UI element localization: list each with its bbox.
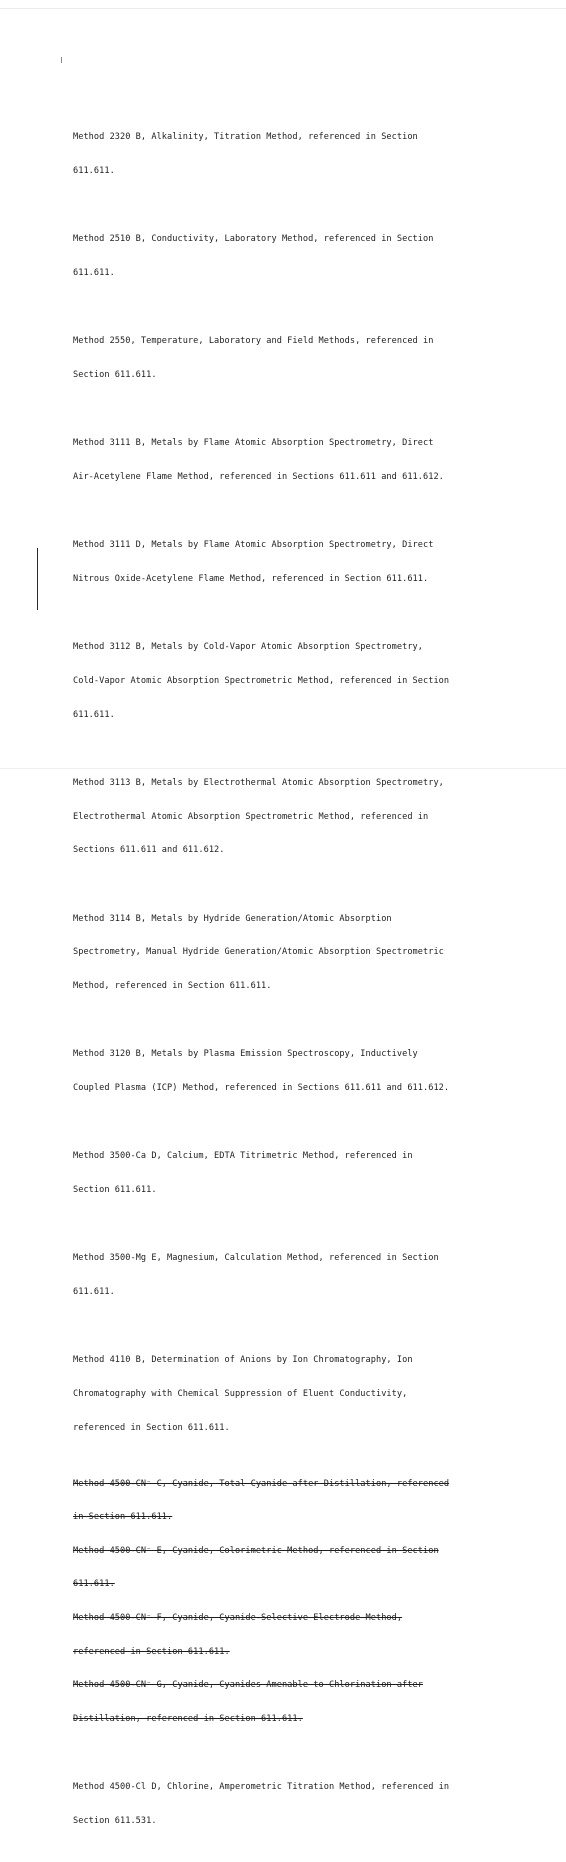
- scan-mark: [61, 57, 62, 63]
- paragraph-method-3500-mg-e: [73, 1231, 513, 1321]
- paragraph-line: Method 3111 D, Metals by Flame Atomic Absorption Spectrometry, Direct: [73, 540, 434, 551]
- struck-line: Method 4500-CN⁻ E, Cyanide, Colorimetric Method, referenced in Section: [73, 1545, 439, 1556]
- paragraph-line: Electrothermal Atomic Absorption Spectrometric Method, referenced in: [73, 811, 429, 822]
- struck-line: Method 4500-CN⁻ G, Cyanide, Cyanides Amenable to Chlorination after: [73, 1680, 423, 1691]
- paragraph-line: Method 2320 B, Alkalinity, Titration Method, referenced in Section: [73, 132, 418, 143]
- paragraph-line: Method 3112 B, Metals by Cold-Vapor Atomic Absorption Spectrometry,: [73, 642, 423, 653]
- paragraph-method-3120-b: [73, 1027, 513, 1117]
- paragraph-line: Coupled Plasma (ICP) Method, referenced in Sections 611.611 and 611.612.: [73, 1082, 450, 1093]
- paragraph-line: Chromatography with Chemical Suppression of Eluent Conductivity,: [73, 1389, 408, 1400]
- revision-change-bar: [37, 548, 38, 610]
- paragraph-line: Section 611.531.: [73, 1815, 157, 1826]
- paragraph-method-3112-b: [73, 620, 513, 743]
- paragraph-line: Method 3500-Mg E, Magnesium, Calculation Method, referenced in Section: [73, 1253, 439, 1264]
- struck-line: Method 4500-CN⁻ C, Cyanide, Total Cyanide after Distillation, referenced: [73, 1478, 450, 1489]
- paragraph-line: Cold-Vapor Atomic Absorption Spectrometric Method, referenced in Section: [73, 676, 450, 687]
- scan-edge-bottom: [0, 768, 566, 769]
- paragraph-line: Method 3500-Ca D, Calcium, EDTA Titrimetric Method, referenced in: [73, 1151, 413, 1162]
- paragraph-line: Air-Acetylene Flame Method, referenced in Sections 611.611 and 611.612.: [73, 472, 444, 483]
- struck-line: 611.611.: [73, 1579, 115, 1590]
- paragraph-line: Method 3120 B, Metals by Plasma Emission Spectroscopy, Inductively: [73, 1049, 418, 1060]
- paragraph-line: referenced in Section 611.611.: [73, 1422, 230, 1433]
- paragraph-line: Section 611.611.: [73, 1184, 157, 1195]
- paragraph-line: 611.611.: [73, 709, 115, 720]
- paragraph-method-2550: [73, 314, 513, 404]
- paragraph-line: Spectrometry, Manual Hydride Generation/Atomic Absorption Spectrometric: [73, 947, 444, 958]
- paragraph-method-3111-d: [73, 518, 513, 608]
- paragraph-method-3111-b: [73, 416, 513, 506]
- struck-line: referenced in Section 611.611.: [73, 1646, 230, 1657]
- paragraph-line: Sections 611.611 and 611.612.: [73, 845, 225, 856]
- paragraph-method-4500-cl-d: [73, 1760, 513, 1850]
- paragraph-method-4110-b: [73, 1333, 513, 1456]
- cyanide-revision-group: [73, 1333, 513, 1748]
- paragraph-line: 611.611.: [73, 166, 115, 177]
- paragraph-line: Method 2510 B, Conductivity, Laboratory Method, referenced in Section: [73, 234, 434, 245]
- paragraph-line: Method 3111 B, Metals by Flame Atomic Absorption Spectrometry, Direct: [73, 438, 434, 449]
- paragraph-line: Method 3113 B, Metals by Electrothermal Atomic Absorption Spectrometry,: [73, 778, 444, 789]
- paragraph-line: Method 3114 B, Metals by Hydride Generation/Atomic Absorption: [73, 913, 392, 924]
- paragraph-method-3500-ca-d: [73, 1129, 513, 1219]
- struck-cyanide-methods: [73, 1456, 513, 1747]
- paragraph-line: Method 4500-Cl D, Chlorine, Amperometric Titration Method, referenced in: [73, 1782, 450, 1793]
- paragraph-method-2320-b: [73, 110, 513, 200]
- paragraph-line: Method 2550, Temperature, Laboratory and Field Methods, referenced in: [73, 336, 434, 347]
- paragraph-line: Method, referenced in Section 611.611.: [73, 980, 272, 991]
- struck-line: Distillation, referenced in Section 611.611.: [73, 1713, 303, 1724]
- struck-line: in Section 611.611.: [73, 1512, 173, 1523]
- paragraph-line: Method 4110 B, Determination of Anions by Ion Chromatography, Ion: [73, 1355, 413, 1366]
- paragraph-method-3113-b: [73, 756, 513, 879]
- paragraph-line: Nitrous Oxide-Acetylene Flame Method, referenced in Section 611.611.: [73, 574, 429, 585]
- paragraph-line: 611.611.: [73, 268, 115, 279]
- paragraph-line: 611.611.: [73, 1287, 115, 1297]
- struck-line: Method 4500-CN⁻ F, Cyanide, Cyanide-Selective Electrode Method,: [73, 1613, 403, 1624]
- document-body: [73, 110, 513, 1862]
- paragraph-line: Section 611.611.: [73, 370, 157, 381]
- paragraph-method-2510-b: [73, 212, 513, 302]
- scan-edge-top: [0, 8, 566, 9]
- paragraph-method-3114-b: [73, 891, 513, 1014]
